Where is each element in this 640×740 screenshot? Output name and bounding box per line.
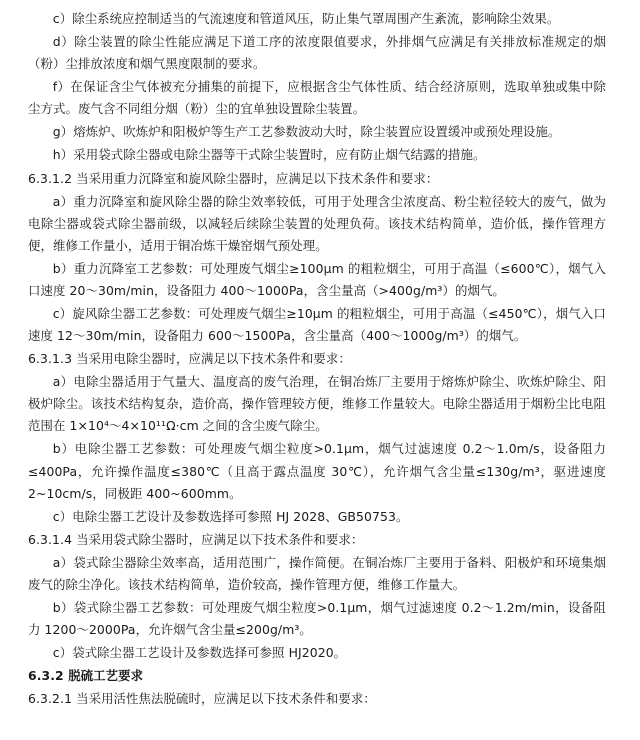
paragraph: d）除尘装置的除尘性能应满足下道工序的浓度限值要求，外排烟气应满足有关排放标准规定的烟（粉）尘排放浓度和烟气黑度限制的要求。 bbox=[28, 34, 606, 72]
paragraph: b）重力沉降室工艺参数：可处理废气烟尘≥100μm 的粗粒烟尘，可用于高温（≤600℃），烟气入口速度 20～30m/min，设备阻力 400～1000Pa，含尘量高（>400g/m³）的烟气。 bbox=[28, 260, 606, 298]
paragraph: a）袋式除尘器除尘效率高，适用范围广，操作简便。在铜冶炼厂主要用于备料、阳极炉和环境集烟废气的除尘净化。该技术结构简单，造价较高，操作管理方便，维修工作量大。 bbox=[28, 554, 606, 592]
section-heading: 6.3.2 脱硫工艺要求 bbox=[28, 668, 144, 684]
paragraph: c）袋式除尘器工艺设计及参数选择可参照 HJ2020。 bbox=[52, 645, 347, 661]
paragraph: h）采用袋式除尘器或电除尘器等干式除尘装置时，应有防止烟气结露的措施。 bbox=[52, 147, 486, 163]
paragraph: c）除尘系统应控制适当的气流速度和管道风压，防止集气罩周围产生紊流，影响除尘效果。 bbox=[52, 11, 560, 26]
clause-heading: 6.3.1.3 当采用电除尘器时，应满足以下技术条件和要求： bbox=[28, 351, 351, 367]
paragraph: a）重力沉降室和旋风除尘器的除尘效率较低，可用于处理含尘浓度高、粉尘粒径较大的废气，做为电除尘器或袋式除尘器前级，以减轻后续除尘装置的处理负荷。该技术结构简单，造价低，操作管理方便，维修工作量小，适用于铜冶炼干燥窑烟气预处理。 bbox=[28, 193, 606, 253]
paragraph: a）电除尘器适用于气量大、温度高的废气治理，在铜冶炼厂主要用于熔炼炉除尘、吹炼炉除尘、阳极炉除尘。该技术结构复杂，造价高，操作管理较方便，维修工作量较大。电除尘器适用于烟粉尘比电阻范围在 1×10⁴～4×10¹¹Ω·cm 之间的含尘废气除尘。 bbox=[28, 374, 606, 434]
paragraph: f）在保证含尘气体被充分捕集的前提下，应根据含尘气体性质、结合经济原则，选取单独或集中除尘方式。废气含不同组分烟（粉）尘的宜单独设置除尘装置。 bbox=[28, 79, 606, 117]
clause-heading: 6.3.1.2 当采用重力沉降室和旋风除尘器时，应满足以下技术条件和要求： bbox=[28, 170, 439, 186]
paragraph: g）熔炼炉、吹炼炉和阳极炉等生产工艺参数波动大时，除尘装置应设置缓冲或预处理设施。 bbox=[52, 124, 561, 140]
clause-heading: 6.3.2.1 当采用活性焦法脱硫时，应满足以下技术条件和要求： bbox=[28, 691, 376, 707]
paragraph: b）电除尘器工艺参数：可处理废气烟尘粒度>0.1μm，烟气过滤速度 0.2～1.0m/s，设备阻力≤400Pa，允许操作温度≤380℃（且高于露点温度 30℃），允许烟气含尘量≤130g/m³，驱进速度 2~10cm/s，同极距 400~600mm。 bbox=[28, 441, 606, 501]
paragraph: b）袋式除尘器工艺参数：可处理废气烟尘粒度>0.1μm，烟气过滤速度 0.2～1.2m/min，设备阻力 1200～2000Pa，允许烟气含尘量≤200g/m³。 bbox=[28, 600, 606, 638]
paragraph: c）旋风除尘器工艺参数：可处理废气烟尘≥10μm 的粗粒烟尘，可用于高温（≤450℃），烟气入口速度 12～30m/min，设备阻力 600～1500Pa，含尘量高（400～1000g/m³）的烟气。 bbox=[28, 306, 606, 344]
paragraph: c）电除尘器工艺设计及参数选择可参照 HJ 2028、GB50753。 bbox=[52, 508, 409, 524]
clause-heading: 6.3.1.4 当采用袋式除尘器时，应满足以下技术条件和要求： bbox=[28, 531, 364, 547]
